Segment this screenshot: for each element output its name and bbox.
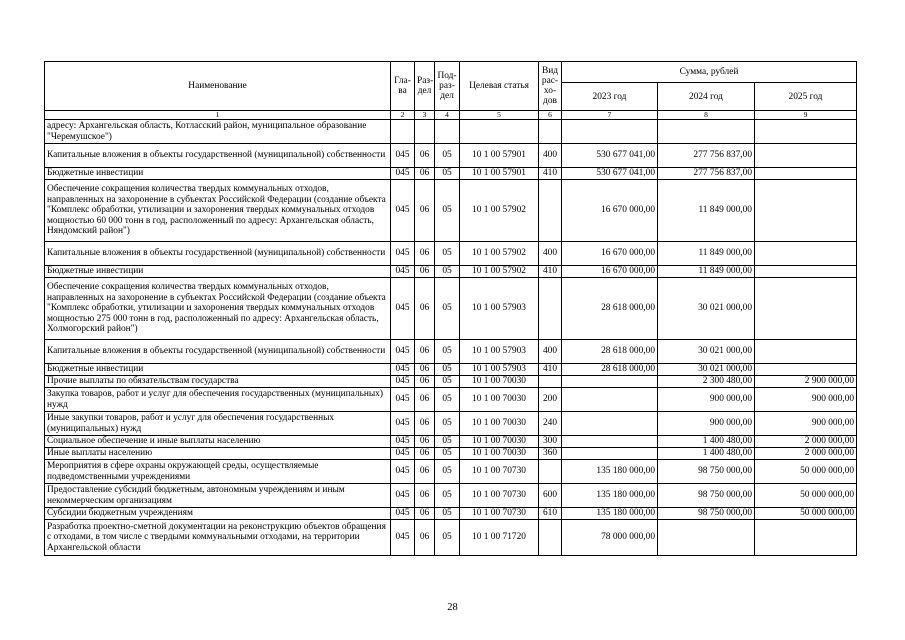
row-expense-type: 200 bbox=[539, 388, 562, 412]
table-row bbox=[45, 376, 857, 388]
table-row bbox=[45, 436, 857, 448]
row-amount-2024: 30 021 000,00 bbox=[658, 364, 755, 376]
row-name: Разработка проектно-сметной документации на реконструкцию объектов обращения с отходами, в том числе с твердыми коммунальными отходами, на территории Архангельской области bbox=[45, 520, 391, 556]
header-section: Раз-дел bbox=[415, 62, 435, 111]
header-year-2024: 2024 год bbox=[658, 83, 755, 111]
row-subsection: 05 bbox=[435, 448, 460, 460]
table-row bbox=[45, 412, 857, 436]
row-section: 06 bbox=[415, 388, 435, 412]
row-amount-2024: 98 750 000,00 bbox=[658, 460, 755, 484]
row-chapter: 045 bbox=[391, 460, 415, 484]
row-section: 06 bbox=[415, 364, 435, 376]
row-expense-type: 360 bbox=[539, 448, 562, 460]
row-amount-2024: 30 021 000,00 bbox=[658, 340, 755, 364]
table-row bbox=[45, 508, 857, 520]
row-amount-2023: 530 677 041,00 bbox=[562, 168, 658, 180]
row-amount-2025: 50 000 000,00 bbox=[755, 460, 857, 484]
row-target: 10 1 00 57903 bbox=[460, 340, 539, 364]
row-amount-2024: 900 000,00 bbox=[658, 388, 755, 412]
row-chapter: 045 bbox=[391, 520, 415, 556]
row-target: 10 1 00 57903 bbox=[460, 364, 539, 376]
row-expense-type: 400 bbox=[539, 242, 562, 266]
row-amount-2025 bbox=[755, 242, 857, 266]
row-target: 10 1 00 57902 bbox=[460, 242, 539, 266]
row-subsection: 05 bbox=[435, 278, 460, 340]
row-subsection: 05 bbox=[435, 412, 460, 436]
row-subsection: 05 bbox=[435, 168, 460, 180]
row-subsection: 05 bbox=[435, 484, 460, 508]
row-amount-2024: 1 400 480,00 bbox=[658, 436, 755, 448]
row-amount-2025 bbox=[755, 520, 857, 556]
row-amount-2025: 2 000 000,00 bbox=[755, 448, 857, 460]
row-section bbox=[415, 120, 435, 144]
row-amount-2025 bbox=[755, 278, 857, 340]
row-subsection: 05 bbox=[435, 460, 460, 484]
row-name: Бюджетные инвестиции bbox=[45, 266, 391, 278]
row-name: Обеспечение сокращения количества твердых коммунальных отходов, направленных на захоронение в субъектах Российской Федерации (создание объекта "Комплекс обработки, утилизации и захоронения твердых коммунальных отходов мощностью 60 000 тонн в год, расположенный по адресу: Архангельская область, Няндомский район") bbox=[45, 180, 391, 242]
row-target: 10 1 00 57901 bbox=[460, 144, 539, 168]
row-expense-type bbox=[539, 278, 562, 340]
row-chapter: 045 bbox=[391, 412, 415, 436]
row-target: 10 1 00 70730 bbox=[460, 508, 539, 520]
table-row bbox=[45, 266, 857, 278]
row-name: Капитальные вложения в объекты государственной (муниципальной) собственности bbox=[45, 340, 391, 364]
row-name: Капитальные вложения в объекты государственной (муниципальной) собственности bbox=[45, 144, 391, 168]
row-amount-2024: 11 849 000,00 bbox=[658, 180, 755, 242]
row-section: 06 bbox=[415, 340, 435, 364]
column-number: 7 bbox=[562, 111, 658, 120]
row-amount-2024: 11 849 000,00 bbox=[658, 266, 755, 278]
row-name: Бюджетные инвестиции bbox=[45, 364, 391, 376]
row-target: 10 1 00 70030 bbox=[460, 436, 539, 448]
header-sum: Сумма, рублей bbox=[562, 62, 857, 83]
row-name: Социальное обеспечение и иные выплаты населению bbox=[45, 436, 391, 448]
row-section: 06 bbox=[415, 144, 435, 168]
row-expense-type bbox=[539, 180, 562, 242]
row-name: Предоставление субсидий бюджетным, автономным учреждениям и иным некоммерческим организациям bbox=[45, 484, 391, 508]
row-subsection: 05 bbox=[435, 266, 460, 278]
row-section: 06 bbox=[415, 484, 435, 508]
row-amount-2025 bbox=[755, 120, 857, 144]
row-amount-2025 bbox=[755, 180, 857, 242]
budget-table bbox=[44, 61, 857, 556]
row-amount-2024: 900 000,00 bbox=[658, 412, 755, 436]
row-amount-2024: 277 756 837,00 bbox=[658, 144, 755, 168]
row-expense-type bbox=[539, 376, 562, 388]
row-target: 10 1 00 70030 bbox=[460, 376, 539, 388]
row-chapter: 045 bbox=[391, 364, 415, 376]
table-row bbox=[45, 144, 857, 168]
row-name: Иные выплаты населению bbox=[45, 448, 391, 460]
row-chapter: 045 bbox=[391, 340, 415, 364]
row-amount-2023 bbox=[562, 436, 658, 448]
row-name: Прочие выплаты по обязательствам государства bbox=[45, 376, 391, 388]
row-subsection: 05 bbox=[435, 180, 460, 242]
row-amount-2023: 16 670 000,00 bbox=[562, 242, 658, 266]
row-target: 10 1 00 70730 bbox=[460, 484, 539, 508]
row-expense-type: 610 bbox=[539, 508, 562, 520]
row-amount-2023: 16 670 000,00 bbox=[562, 180, 658, 242]
row-section: 06 bbox=[415, 376, 435, 388]
table-row bbox=[45, 242, 857, 266]
header-year-2025: 2025 год bbox=[755, 83, 857, 111]
row-amount-2023: 530 677 041,00 bbox=[562, 144, 658, 168]
row-chapter: 045 bbox=[391, 508, 415, 520]
row-amount-2024 bbox=[658, 120, 755, 144]
row-chapter bbox=[391, 120, 415, 144]
table-row bbox=[45, 120, 857, 144]
row-amount-2023 bbox=[562, 388, 658, 412]
row-chapter: 045 bbox=[391, 266, 415, 278]
row-chapter: 045 bbox=[391, 388, 415, 412]
row-expense-type bbox=[539, 460, 562, 484]
row-expense-type: 410 bbox=[539, 168, 562, 180]
header-chapter: Гла-ва bbox=[391, 62, 415, 111]
row-chapter: 045 bbox=[391, 278, 415, 340]
column-number: 3 bbox=[415, 111, 435, 120]
row-amount-2023 bbox=[562, 376, 658, 388]
row-amount-2025 bbox=[755, 364, 857, 376]
row-subsection bbox=[435, 120, 460, 144]
row-amount-2023: 28 618 000,00 bbox=[562, 340, 658, 364]
row-section: 06 bbox=[415, 168, 435, 180]
table-row bbox=[45, 364, 857, 376]
header-name: Наименование bbox=[45, 62, 391, 111]
row-amount-2023: 135 180 000,00 bbox=[562, 484, 658, 508]
table-row bbox=[45, 520, 857, 556]
row-expense-type bbox=[539, 120, 562, 144]
row-amount-2023: 135 180 000,00 bbox=[562, 460, 658, 484]
row-subsection: 05 bbox=[435, 144, 460, 168]
row-name: Капитальные вложения в объекты государственной (муниципальной) собственности bbox=[45, 242, 391, 266]
row-amount-2023: 28 618 000,00 bbox=[562, 278, 658, 340]
column-number: 8 bbox=[658, 111, 755, 120]
row-expense-type: 600 bbox=[539, 484, 562, 508]
page-number: 28 bbox=[447, 602, 458, 613]
column-number: 9 bbox=[755, 111, 857, 120]
header-target: Целевая статья bbox=[460, 62, 539, 111]
row-amount-2025: 900 000,00 bbox=[755, 412, 857, 436]
row-target bbox=[460, 120, 539, 144]
row-amount-2025 bbox=[755, 168, 857, 180]
row-amount-2023: 28 618 000,00 bbox=[562, 364, 658, 376]
row-subsection: 05 bbox=[435, 388, 460, 412]
header-expense-type: Вид рас-хо-дов bbox=[539, 62, 562, 111]
row-name: Закупка товаров, работ и услуг для обеспечения государственных (муниципальных) нужд bbox=[45, 388, 391, 412]
row-subsection: 05 bbox=[435, 508, 460, 520]
row-expense-type: 300 bbox=[539, 436, 562, 448]
row-expense-type: 240 bbox=[539, 412, 562, 436]
row-chapter: 045 bbox=[391, 436, 415, 448]
row-expense-type: 400 bbox=[539, 340, 562, 364]
row-chapter: 045 bbox=[391, 180, 415, 242]
column-number: 4 bbox=[435, 111, 460, 120]
row-name: адресу: Архангельская область, Котласский район, муниципальное образование "Черемушское") bbox=[45, 120, 391, 144]
row-section: 06 bbox=[415, 278, 435, 340]
table-row bbox=[45, 180, 857, 242]
row-amount-2025 bbox=[755, 266, 857, 278]
header-year-2023: 2023 год bbox=[562, 83, 658, 111]
row-section: 06 bbox=[415, 460, 435, 484]
row-subsection: 05 bbox=[435, 520, 460, 556]
row-target: 10 1 00 70730 bbox=[460, 460, 539, 484]
table-row bbox=[45, 168, 857, 180]
row-subsection: 05 bbox=[435, 376, 460, 388]
row-amount-2024: 2 300 480,00 bbox=[658, 376, 755, 388]
row-subsection: 05 bbox=[435, 364, 460, 376]
row-amount-2024: 277 756 837,00 bbox=[658, 168, 755, 180]
row-target: 10 1 00 57902 bbox=[460, 266, 539, 278]
row-target: 10 1 00 57903 bbox=[460, 278, 539, 340]
row-expense-type: 410 bbox=[539, 266, 562, 278]
row-section: 06 bbox=[415, 266, 435, 278]
column-number: 1 bbox=[45, 111, 391, 120]
row-name: Обеспечение сокращения количества твердых коммунальных отходов, направленных на захоронение в субъектах Российской Федерации (создание объекта "Комплекс обработки, утилизации и захоронения твердых коммунальных отходов мощностью 275 000 тонн в год, расположенный по адресу: Архангельская область, Холмогорский район") bbox=[45, 278, 391, 340]
column-number: 5 bbox=[460, 111, 539, 120]
row-amount-2023 bbox=[562, 448, 658, 460]
table-row bbox=[45, 340, 857, 364]
row-chapter: 045 bbox=[391, 168, 415, 180]
row-name: Иные закупки товаров, работ и услуг для обеспечения государственных (муниципальных) нужд bbox=[45, 412, 391, 436]
table-row bbox=[45, 460, 857, 484]
row-chapter: 045 bbox=[391, 484, 415, 508]
row-name: Мероприятия в сфере охраны окружающей среды, осуществляемые подведомственными учреждениями bbox=[45, 460, 391, 484]
row-subsection: 05 bbox=[435, 436, 460, 448]
row-amount-2025: 50 000 000,00 bbox=[755, 484, 857, 508]
row-amount-2023 bbox=[562, 412, 658, 436]
row-section: 06 bbox=[415, 508, 435, 520]
row-chapter: 045 bbox=[391, 448, 415, 460]
row-expense-type bbox=[539, 520, 562, 556]
row-target: 10 1 00 57902 bbox=[460, 180, 539, 242]
row-section: 06 bbox=[415, 520, 435, 556]
row-subsection: 05 bbox=[435, 340, 460, 364]
row-subsection: 05 bbox=[435, 242, 460, 266]
row-amount-2024: 11 849 000,00 bbox=[658, 242, 755, 266]
header-subsection: Под-раз-дел bbox=[435, 62, 460, 111]
row-section: 06 bbox=[415, 448, 435, 460]
row-target: 10 1 00 70030 bbox=[460, 412, 539, 436]
row-amount-2023 bbox=[562, 120, 658, 144]
row-amount-2023: 16 670 000,00 bbox=[562, 266, 658, 278]
column-number: 2 bbox=[391, 111, 415, 120]
row-amount-2024: 98 750 000,00 bbox=[658, 508, 755, 520]
row-amount-2023: 78 000 000,00 bbox=[562, 520, 658, 556]
row-section: 06 bbox=[415, 242, 435, 266]
row-amount-2025: 2 000 000,00 bbox=[755, 436, 857, 448]
column-number-row bbox=[45, 111, 857, 120]
row-name: Субсидии бюджетным учреждениям bbox=[45, 508, 391, 520]
table-row bbox=[45, 484, 857, 508]
row-name: Бюджетные инвестиции bbox=[45, 168, 391, 180]
table-row bbox=[45, 278, 857, 340]
table-row bbox=[45, 448, 857, 460]
row-amount-2024: 30 021 000,00 bbox=[658, 278, 755, 340]
row-chapter: 045 bbox=[391, 242, 415, 266]
row-section: 06 bbox=[415, 412, 435, 436]
row-target: 10 1 00 57901 bbox=[460, 168, 539, 180]
row-amount-2025: 50 000 000,00 bbox=[755, 508, 857, 520]
row-target: 10 1 00 70030 bbox=[460, 448, 539, 460]
column-number: 6 bbox=[539, 111, 562, 120]
row-amount-2025: 2 900 000,00 bbox=[755, 376, 857, 388]
row-expense-type: 400 bbox=[539, 144, 562, 168]
row-amount-2024: 98 750 000,00 bbox=[658, 484, 755, 508]
row-amount-2025 bbox=[755, 144, 857, 168]
row-target: 10 1 00 70030 bbox=[460, 388, 539, 412]
row-section: 06 bbox=[415, 180, 435, 242]
row-amount-2025 bbox=[755, 340, 857, 364]
row-section: 06 bbox=[415, 436, 435, 448]
row-amount-2025: 900 000,00 bbox=[755, 388, 857, 412]
row-chapter: 045 bbox=[391, 376, 415, 388]
row-amount-2024 bbox=[658, 520, 755, 556]
row-expense-type: 410 bbox=[539, 364, 562, 376]
row-target: 10 1 00 71720 bbox=[460, 520, 539, 556]
row-chapter: 045 bbox=[391, 144, 415, 168]
row-amount-2024: 1 400 480,00 bbox=[658, 448, 755, 460]
row-amount-2023: 135 180 000,00 bbox=[562, 508, 658, 520]
table-row bbox=[45, 388, 857, 412]
